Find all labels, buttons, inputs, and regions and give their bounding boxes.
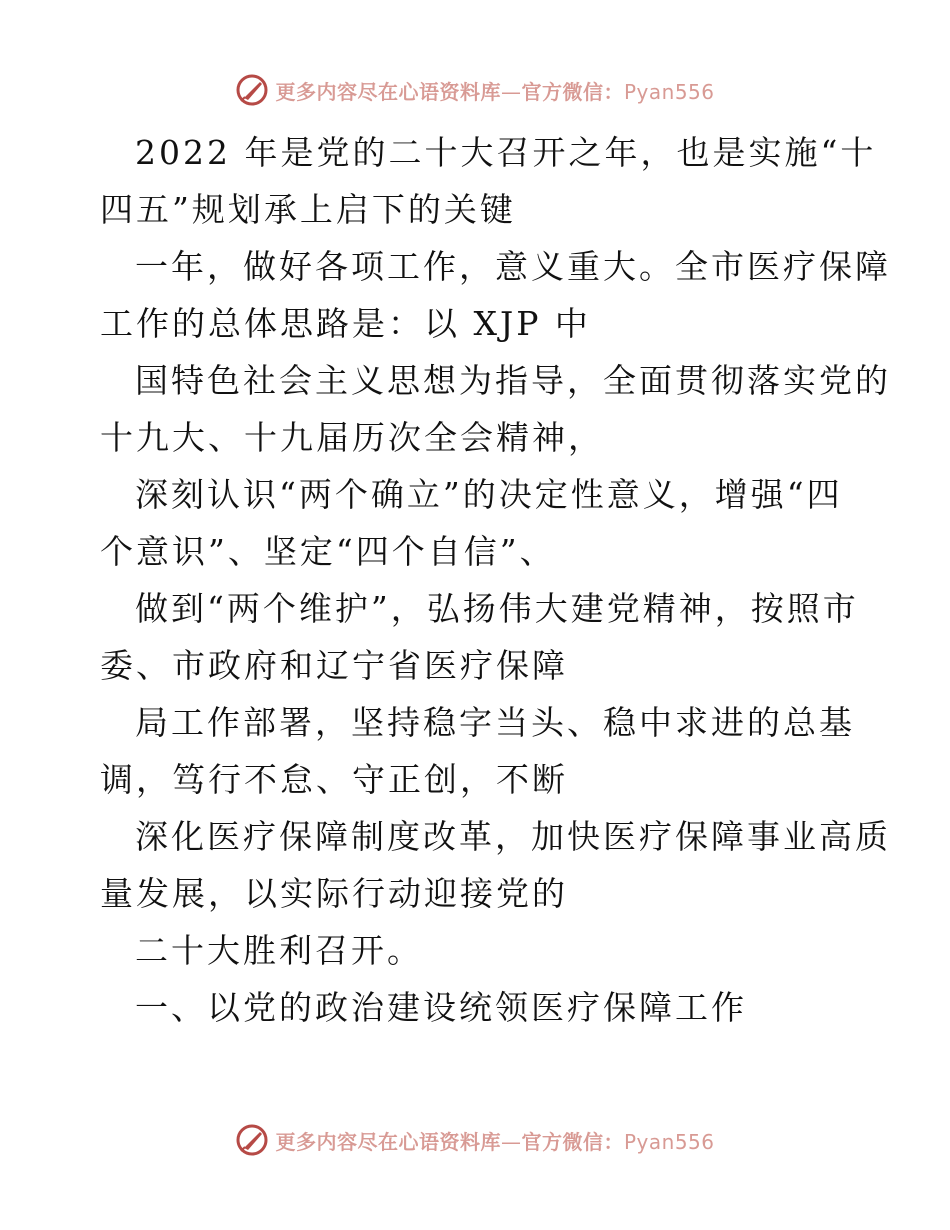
text-line: 2022 年是党的二十大召开之年，也是实施“十 <box>135 133 877 172</box>
watermark-text: 更多内容尽在心语资料库—官方微信：Pyan556 <box>275 1129 715 1154</box>
text-line: 十九大、十九届历次全会精神， <box>100 418 604 457</box>
text-line: 量发展，以实际行动迎接党的 <box>100 874 568 913</box>
text-line: 个意识”、坚定“四个自信”、 <box>100 532 556 571</box>
watermark-text: 更多内容尽在心语资料库—官方微信：Pyan556 <box>275 79 715 104</box>
text-line: 调，笃行不怠、守正创，不断 <box>100 760 568 799</box>
text-line: 国特色社会主义思想为指导，全面贯彻落实党的 <box>135 361 891 400</box>
text-line: 二十大胜利召开。 <box>135 931 423 970</box>
text-line: 做到“两个维护”，弘扬伟大建党精神，按照市 <box>135 589 859 628</box>
watermark-footer <box>0 1120 950 1160</box>
quill-logo-icon <box>235 73 269 107</box>
text-line: 委、市政府和辽宁省医疗保障 <box>100 646 568 685</box>
text-line: 一年，做好各项工作，意义重大。全市医疗保障 <box>135 247 891 286</box>
text-line: 工作的总体思路是：以 XJP 中 <box>100 304 591 343</box>
watermark-header <box>0 70 950 110</box>
text-line: 深刻认识“两个确立”的决定性意义，增强“四 <box>135 475 843 514</box>
quill-logo-icon <box>235 1123 269 1157</box>
document-body <box>100 124 891 1036</box>
text-line: 四五”规划承上启下的关键 <box>100 190 516 229</box>
section-heading: 一、以党的政治建设统领医疗保障工作 <box>135 988 747 1027</box>
text-line: 深化医疗保障制度改革，加快医疗保障事业高质 <box>135 817 891 856</box>
text-line: 局工作部署，坚持稳字当头、稳中求进的总基 <box>135 703 855 742</box>
